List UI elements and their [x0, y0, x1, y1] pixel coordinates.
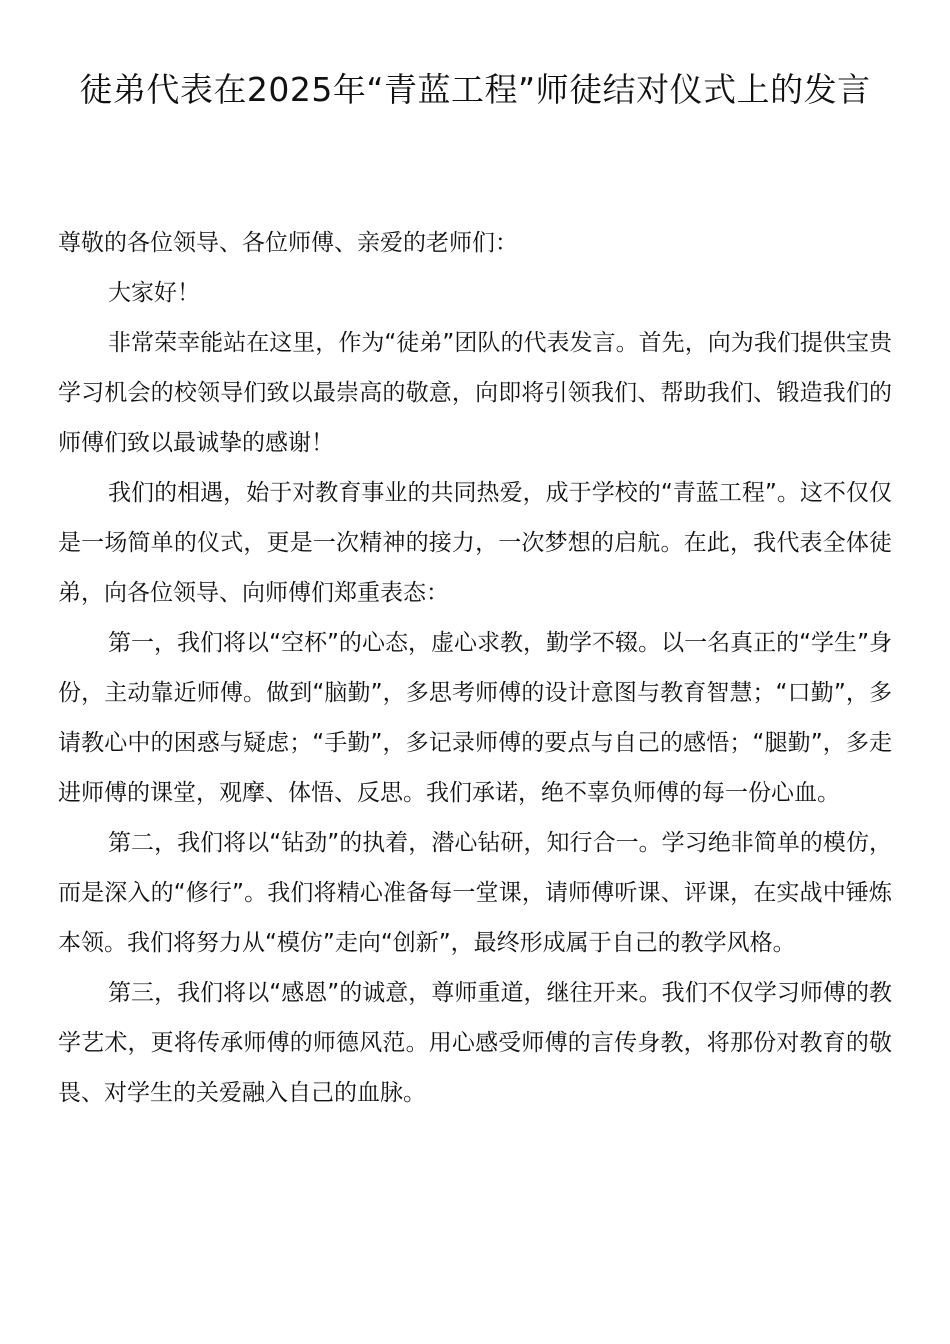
greeting: 大家好！: [108, 280, 200, 306]
paragraph-second-pledge: 第二，我们将以“钻劲”的执着，潜心钻研，知行合一。学习绝非简单的模仿，而是深入的“修行”。我们将精心准备每一堂课，请师傅听课、评课，在实战中锤炼本领。我们将努力从“模仿”走向“创新”，最终形成属于自己的教学风格。: [58, 830, 892, 956]
salutation: 尊敬的各位领导、各位师傅、亲爱的老师们：: [58, 230, 518, 256]
paragraph-encounter: 我们的相遇，始于对教育事业的共同热爱，成于学校的“青蓝工程”。这不仅仅是一场简单的仪式，更是一次精神的接力，一次梦想的启航。在此，我代表全体徒弟，向各位领导、向师傅们郑重表态：: [58, 480, 892, 606]
document-body: [58, 218, 892, 1118]
document-title: 徒弟代表在2025年“青蓝工程”师徒结对仪式上的发言: [79, 70, 871, 109]
paragraph-first-pledge: 第一，我们将以“空杯”的心态，虚心求教，勤学不辍。以一名真正的“学生”身份，主动靠近师傅。做到“脑勤”，多思考师傅的设计意图与教育智慧；“口勤”，多请教心中的困惑与疑虑；“手勤”，多记录师傅的要点与自己的感悟；“腿勤”，多走进师傅的课堂，观摩、体悟、反思。我们承诺，绝不辜负师傅的每一份心血。: [58, 630, 892, 806]
paragraph-intro: 非常荣幸能站在这里，作为“徒弟”团队的代表发言。首先，向为我们提供宝贵学习机会的校领导们致以最崇高的敬意，向即将引领我们、帮助我们、锻造我们的师傅们致以最诚挚的感谢！: [58, 330, 892, 456]
paragraph-third-pledge: 第三，我们将以“感恩”的诚意，尊师重道，继往开来。我们不仅学习师傅的教学艺术，更将传承师傅的师德风范。用心感受师傅的言传身教，将那份对教育的敬畏、对学生的关爱融入自己的血脉。: [58, 980, 892, 1106]
